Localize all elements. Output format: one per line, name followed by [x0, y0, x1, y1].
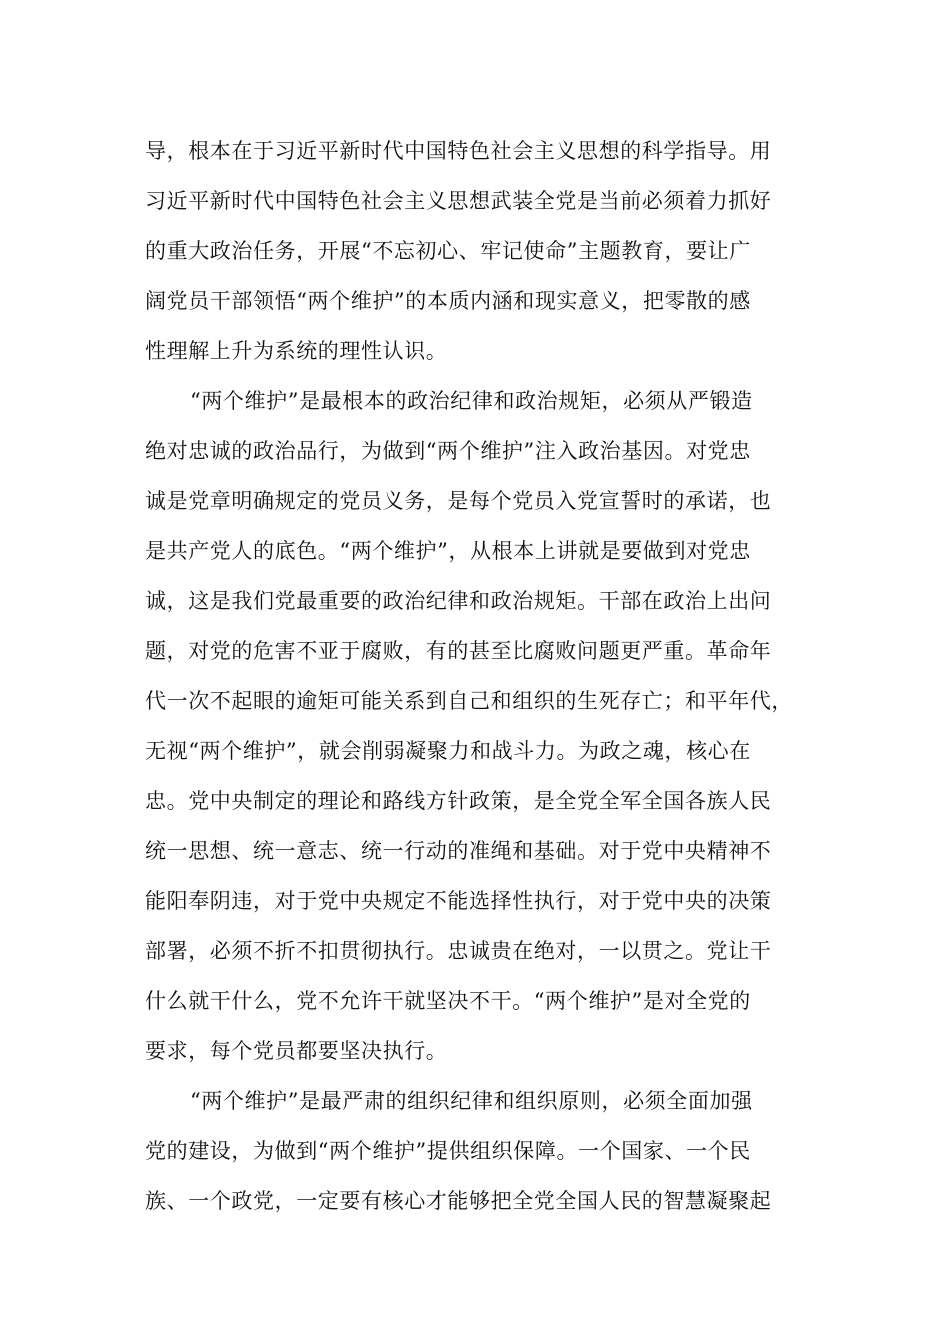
text-line: 要求，每个党员都要坚决执行。: [145, 1039, 448, 1063]
text-line: 诚是党章明确规定的党员义务，是每个党员入党宣誓时的承诺，也: [145, 489, 772, 513]
text-line: 的重大政治任务，开展“不忘初心、牢记使命”主题教育，要让广: [145, 239, 751, 263]
text-line: 导，根本在于习近平新时代中国特色社会主义思想的科学指导。用: [145, 139, 772, 163]
text-line: 性理解上升为系统的理性认识。: [145, 339, 448, 363]
text-line: 什么就干什么，党不允许干就坚决不干。“两个维护”是对全党的: [145, 989, 751, 1013]
text-line: 无视“两个维护”，就会削弱凝聚力和战斗力。为政之魂，核心在: [145, 739, 751, 763]
text-line: 代一次不起眼的逾矩可能关系到自己和组织的生死存亡；和平年代，: [145, 689, 793, 713]
paragraph-start-line: “两个维护”是最根本的政治纪律和政治规矩，必须从严锻造: [190, 389, 753, 413]
paragraph-start-line: “两个维护”是最严肃的组织纪律和组织原则，必须全面加强: [190, 1089, 753, 1113]
text-line: 党的建设，为做到“两个维护”提供组织保障。一个国家、一个民: [145, 1139, 751, 1163]
text-line: 诚，这是我们党最重要的政治纪律和政治规矩。干部在政治上出问: [145, 589, 772, 613]
text-line: 绝对忠诚的政治品行，为做到“两个维护”注入政治基因。对党忠: [145, 439, 751, 463]
text-line: 能阳奉阴违，对于党中央规定不能选择性执行，对于党中央的决策: [145, 889, 772, 913]
text-line: 是共产党人的底色。“两个维护”，从根本上讲就是要做到对党忠: [145, 539, 751, 563]
text-line: 习近平新时代中国特色社会主义思想武装全党是当前必须着力抓好: [145, 189, 772, 213]
text-line: 阔党员干部领悟“两个维护”的本质内涵和现实意义，把零散的感: [145, 289, 751, 313]
text-line: 族、一个政党，一定要有核心才能够把全党全国人民的智慧凝聚起: [145, 1189, 772, 1213]
text-line: 题，对党的危害不亚于腐败，有的甚至比腐败问题更严重。革命年: [145, 639, 772, 663]
text-line: 部署，必须不折不扣贯彻执行。忠诚贵在绝对，一以贯之。党让干: [145, 939, 772, 963]
text-line: 忠。党中央制定的理论和路线方针政策，是全党全军全国各族人民: [145, 789, 772, 813]
text-line: 统一思想、统一意志、统一行动的准绳和基础。对于党中央精神不: [145, 839, 772, 863]
